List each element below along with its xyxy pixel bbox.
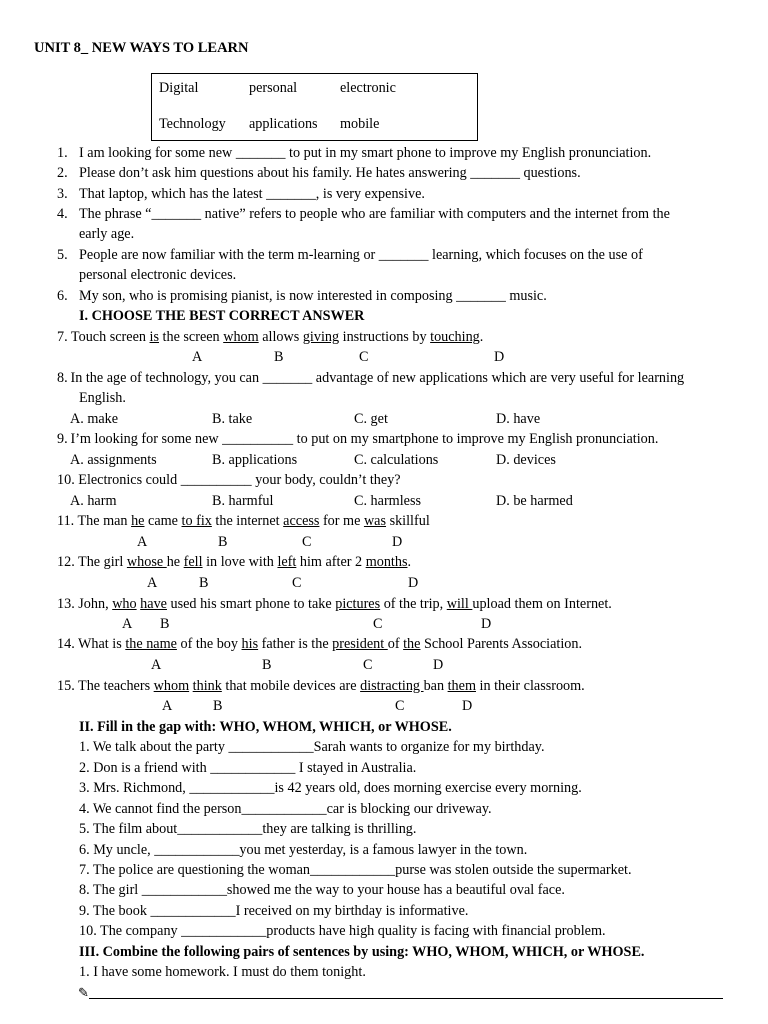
question-text: father is the <box>258 636 333 652</box>
letter-a: A <box>162 698 173 714</box>
word-box-item: mobile <box>340 116 380 132</box>
question-9: 9. I’m looking for some new __________ to put on my smartphone to improve my English pronunciation. <box>57 431 659 447</box>
combine-item: 1. I have some homework. I must do them tonight. <box>79 964 366 980</box>
question-8: 8. In the age of technology, you can _______ advantage of new applications which are very useful for learning <box>57 370 685 386</box>
item-number: 4. <box>57 206 68 222</box>
vocab-sentence: That laptop, which has the latest _______, is very expensive. <box>79 186 425 202</box>
question-15 <box>57 678 585 695</box>
question-text: the screen <box>158 329 224 345</box>
question-text: 14. What is <box>57 636 126 652</box>
word-box-item: personal <box>249 80 298 96</box>
underlined-part: was <box>363 513 387 529</box>
letter-c: C <box>373 616 383 632</box>
option-d: D. be harmed <box>496 493 573 509</box>
question-text: him after 2 <box>296 554 366 570</box>
section-heading-1: I. CHOOSE THE BEST CORRECT ANSWER <box>79 308 365 324</box>
underlined-part: touching <box>430 329 480 345</box>
question-8-cont: English. <box>79 390 126 406</box>
underlined-part: pictures <box>335 596 381 612</box>
question-text: upload them on Internet. <box>472 596 612 612</box>
underlined-part: to fix <box>181 513 212 529</box>
letter-c: C <box>292 575 302 591</box>
question-text: of <box>387 636 404 652</box>
fill-item: 4. We cannot find the person____________car is blocking our driveway. <box>79 801 492 817</box>
underlined-part: think <box>192 678 222 694</box>
question-text: School Parents Association. <box>420 636 583 652</box>
letter-b: B <box>274 349 284 365</box>
word-box <box>151 73 478 141</box>
option-c: C. get <box>354 411 388 427</box>
answer-line[interactable] <box>89 998 723 999</box>
question-text: 12. The girl <box>57 554 127 570</box>
fill-item: 7. The police are questioning the woman____________purse was stolen outside the supermarket. <box>79 862 632 878</box>
option-a: A. harm <box>70 493 117 509</box>
word-box-item: Technology <box>159 116 226 132</box>
item-number: 5. <box>57 247 68 263</box>
underlined-part: whom <box>153 678 190 694</box>
underlined-part: whom <box>223 329 259 345</box>
fill-item: 9. The book ____________I received on my birthday is informative. <box>79 903 469 919</box>
question-10: 10. Electronics could __________ your body, couldn’t they? <box>57 472 401 488</box>
item-number: 3. <box>57 186 68 202</box>
fill-item: 3. Mrs. Richmond, ____________is 42 years old, does morning exercise every morning. <box>79 780 582 796</box>
question-text: . <box>407 554 412 570</box>
question-text: came <box>144 513 182 529</box>
underlined-part: giving <box>302 329 340 345</box>
letter-b: B <box>199 575 209 591</box>
option-a: A. assignments <box>70 452 157 468</box>
letter-d: D <box>433 657 444 673</box>
letter-a: A <box>147 575 158 591</box>
item-number: 2. <box>57 165 68 181</box>
vocab-sentence: Please don’t ask him questions about his family. He hates answering _______ questions. <box>79 165 581 181</box>
letter-b: B <box>160 616 170 632</box>
question-text: of the boy <box>176 636 242 652</box>
question-text: 15. The teachers <box>57 678 154 694</box>
question-14 <box>57 636 582 653</box>
option-c: C. calculations <box>354 452 439 468</box>
question-11 <box>57 513 430 530</box>
section-heading-2: II. Fill in the gap with: WHO, WHOM, WHICH, or WHOSE. <box>79 719 452 735</box>
underlined-part: is <box>149 329 159 345</box>
question-text: 13. John, <box>57 596 113 612</box>
letter-c: C <box>302 534 312 550</box>
question-text: 7. Touch screen <box>57 329 150 345</box>
underlined-part: the <box>403 636 421 652</box>
question-text: of the trip, <box>380 596 447 612</box>
word-box-item: applications <box>249 116 318 132</box>
letter-a: A <box>122 616 133 632</box>
fill-item: 8. The girl ____________showed me the way to your house has a beautiful oval face. <box>79 882 565 898</box>
letter-b: B <box>218 534 228 550</box>
letter-d: D <box>462 698 473 714</box>
letter-a: A <box>192 349 203 365</box>
option-b: B. harmful <box>212 493 274 509</box>
question-text: the internet <box>211 513 284 529</box>
letter-c: C <box>363 657 373 673</box>
letter-c: C <box>395 698 405 714</box>
question-text: instructions by <box>339 329 431 345</box>
underlined-part: have <box>140 596 167 612</box>
underlined-part: distracting <box>360 678 424 694</box>
page-title: UNIT 8_ NEW WAYS TO LEARN <box>34 40 249 56</box>
question-text: that mobile devices are <box>221 678 361 694</box>
letter-a: A <box>151 657 162 673</box>
word-box-item: electronic <box>340 80 396 96</box>
vocab-sentence: The phrase “_______ native” refers to people who are familiar with computers and the internet from the <box>79 206 670 222</box>
item-number: 6. <box>57 288 68 304</box>
fill-item: 2. Don is a friend with ____________ I stayed in Australia. <box>79 760 417 776</box>
underlined-part: the name <box>125 636 177 652</box>
fill-item: 10. The company ____________products have high quality is facing with financial problem. <box>79 923 606 939</box>
fill-item: 5. The film about____________they are talking is thrilling. <box>79 821 417 837</box>
option-c: C. harmless <box>354 493 421 509</box>
question-text: for me <box>319 513 364 529</box>
letter-d: D <box>392 534 403 550</box>
vocab-sentence: personal electronic devices. <box>79 267 237 283</box>
underlined-part: will <box>446 596 473 612</box>
underlined-part: access <box>283 513 320 529</box>
option-d: D. devices <box>496 452 556 468</box>
fill-item: 6. My uncle, ____________you met yesterday, is a famous lawyer in the town. <box>79 842 528 858</box>
question-12 <box>57 554 411 571</box>
underlined-part: left <box>277 554 297 570</box>
question-text: used his smart phone to take <box>166 596 336 612</box>
option-b: B. applications <box>212 452 298 468</box>
underlined-part: he <box>131 513 145 529</box>
underlined-part: president <box>332 636 388 652</box>
letter-b: B <box>213 698 223 714</box>
question-text: he <box>166 554 184 570</box>
section-heading-3: III. Combine the following pairs of sentences by using: WHO, WHOM, WHICH, or WHOSE. <box>79 944 645 960</box>
pen-icon: ✎ <box>78 985 89 1000</box>
letter-d: D <box>408 575 419 591</box>
question-text: in their classroom. <box>475 678 585 694</box>
vocab-sentence: People are now familiar with the term m-learning or _______ learning, which focuses on the use of <box>79 247 643 263</box>
underlined-part: who <box>112 596 137 612</box>
option-d: D. have <box>496 411 541 427</box>
vocab-sentence: My son, who is promising pianist, is now interested in composing _______ music. <box>79 288 547 304</box>
letter-d: D <box>481 616 492 632</box>
question-7 <box>57 329 483 346</box>
question-text: ban <box>423 678 448 694</box>
letter-c: C <box>359 349 369 365</box>
question-text: 11. The man <box>57 513 132 529</box>
fill-item: 1. We talk about the party ____________Sarah wants to organize for my birthday. <box>79 739 545 755</box>
option-a: A. make <box>70 411 119 427</box>
item-number: 1. <box>57 145 68 161</box>
underlined-part: months <box>365 554 408 570</box>
question-13 <box>57 596 612 613</box>
underlined-part: whose <box>126 554 167 570</box>
question-text: skillful <box>386 513 430 529</box>
question-text: in love with <box>202 554 278 570</box>
underlined-part: fell <box>183 554 203 570</box>
question-text: . <box>479 329 484 345</box>
letter-a: A <box>137 534 148 550</box>
underlined-part: his <box>241 636 259 652</box>
letter-b: B <box>262 657 272 673</box>
vocab-sentence: early age. <box>79 226 135 242</box>
word-box-item: Digital <box>159 80 199 96</box>
underlined-part: them <box>447 678 476 694</box>
vocab-sentence: I am looking for some new _______ to put in my smart phone to improve my English pronunciation. <box>79 145 652 161</box>
question-text: allows <box>258 329 303 345</box>
option-b: B. take <box>212 411 253 427</box>
letter-d: D <box>494 349 505 365</box>
